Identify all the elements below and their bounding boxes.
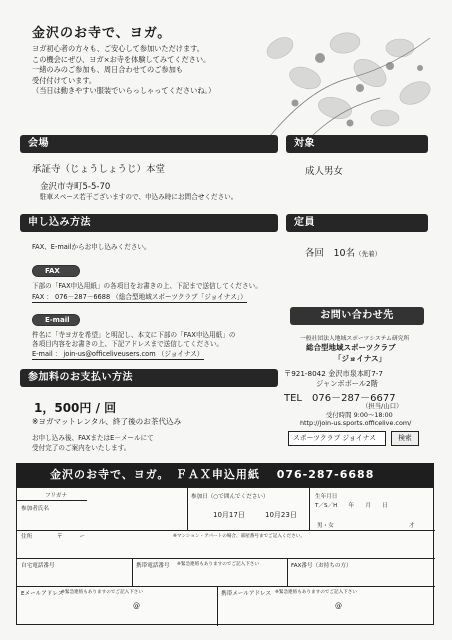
intro-line: 受付付けています。 (32, 75, 97, 85)
fax-form-title: 金沢のお寺で、ヨガ。 ＦＡＸ申込用紙 (50, 468, 260, 481)
email-label: E-mail (32, 314, 80, 326)
fax-form-title-bar (16, 463, 434, 487)
contact-url[interactable]: http://join-us.sports.officelive.com/ (300, 419, 412, 427)
date-choice-label: 参加日（○で囲んでください） (191, 494, 269, 500)
venue-parking-note: 駐車スペース若干ございますので、申込み時にお問合せください。 (40, 193, 238, 201)
fax-instruction: 下部の「FAX申込用紙」の各項目をお書きの上、下記まで送信してください。 (32, 282, 262, 290)
contact-org-3: 「ジョイナス」 (334, 354, 387, 363)
search-button[interactable]: 検索 (391, 431, 419, 446)
intro-line: ヨガ初心者の方々も、ご安心して参加いただけます。 (32, 44, 204, 53)
contact-tel: TEL 076－287－6677 (284, 393, 396, 404)
address-note: ※マンション・アパートの場合、部屋番号までご記入ください。 (173, 534, 305, 539)
contact-org-1: 一般社団法人地域スポーツシステム研究所 (300, 336, 410, 342)
intro-line: この機会にぜひ、ヨガ×お寺を体験してみてください。 (32, 54, 211, 64)
payment-text-2: 受付完了のご案内をいたします。 (32, 444, 131, 452)
capacity-value (305, 245, 381, 259)
email-at-sign[interactable]: @ (133, 602, 140, 610)
intro-title: 金沢のお寺で、ヨガ。 (32, 26, 172, 41)
gender-field[interactable]: 男・女 (317, 523, 334, 529)
flower-illustration (250, 18, 440, 140)
intro-line: 一緒のみのご参加も、周日合わせてのご参加も (32, 65, 183, 74)
venue-name: 承証寺（じょうしょうじ）本堂 (32, 164, 166, 175)
furigana-label: フリガナ (45, 493, 68, 499)
contact-header: お問い合わせ先 (290, 307, 424, 325)
birthdate-era: T／S／H 年 月 日 (315, 503, 388, 509)
target-value: 成人男女 (305, 166, 344, 177)
age-unit: 才 (409, 523, 415, 529)
contact-person: （担当/山口） (362, 402, 403, 410)
fax-form-number: 076-287-6688 (276, 468, 375, 481)
date-option-2[interactable]: 10月23日 (265, 511, 297, 519)
search-keyword-box[interactable]: スポーツクラブ ジョイナス (288, 431, 386, 446)
capacity-header: 定員 (286, 214, 428, 232)
home-tel-label: 自宅電話番号 (21, 563, 55, 569)
intro-text (32, 44, 282, 97)
mobile-tel-note: ※緊急連絡もありますのでご記入下さい (177, 562, 259, 567)
participant-name-label: 参加者氏名 (21, 506, 49, 512)
payment-text-1: お申し込み後、FAXまたはE－メールにて (32, 434, 154, 442)
apply-header: 申し込み方法 (20, 214, 278, 232)
date-option-1[interactable]: 10月17日 (213, 511, 245, 519)
payment-header: 参加料のお支払い方法 (20, 369, 278, 387)
fax-application-form (16, 487, 434, 625)
contact-address-1: 〒921-8042 金沢市泉本町7-7 (284, 369, 383, 378)
payment-price-note: ※ヨガマットレンタル、終了後のお茶代込み (32, 417, 182, 426)
apply-text: FAX、E-mailからお申し込みください。 (32, 243, 151, 251)
target-header: 対象 (286, 135, 428, 153)
fax-number-label: FAX番号（お持ちの方） (291, 563, 352, 569)
email-field-note: ※緊急連絡もありますのでご記入下さい (61, 590, 143, 595)
mobile-email-note: ※緊急連絡もありますのでご記入下さい (275, 590, 357, 595)
email-address-line[interactable]: E-mail ： join-us@officeliveusers.com （ジョイナス） (32, 350, 204, 358)
fax-number-line: FAX ： 076－287－6688 （総合型地域スポーツクラブ「ジョイナス」） (32, 293, 247, 301)
address-label: 住所 (21, 534, 33, 540)
capacity-note: （先着） (355, 250, 382, 258)
venue-address: 金沢市寺町5-5-70 (40, 182, 111, 192)
fax-label: FAX (32, 265, 80, 277)
birthdate-label: 生年月日 (315, 494, 338, 500)
contact-org-2: 総合型地域スポーツクラブ (306, 343, 396, 352)
email-field-label: Eメールアドレス (21, 591, 64, 597)
email-instruction-1: 件名に「寺ヨガを希望」と明記し、本文に下部の「FAX申込用紙」の (32, 331, 236, 339)
intro-line: （当日は動きやすい服装でいらっしゃってくださいね。） (32, 86, 216, 95)
mobile-tel-label: 携帯電話番号 (136, 563, 170, 569)
mobile-email-at-sign[interactable]: @ (335, 602, 342, 610)
payment-price: 1，500円 / 回 (34, 401, 117, 415)
contact-hours: 受付時間 9:00～18:00 (326, 411, 393, 419)
contact-address-2: ジャンボボール2階 (316, 379, 378, 388)
capacity-count: 各回 10名 (305, 248, 356, 259)
email-instruction-2: 各項目内容をお書きの上、下記アドレスまで送信してください。 (32, 340, 224, 348)
mobile-email-label: 携帯メールアドレス (221, 591, 272, 597)
postal-mark[interactable]: 〒 ー (57, 534, 85, 540)
venue-header: 会場 (20, 135, 278, 153)
